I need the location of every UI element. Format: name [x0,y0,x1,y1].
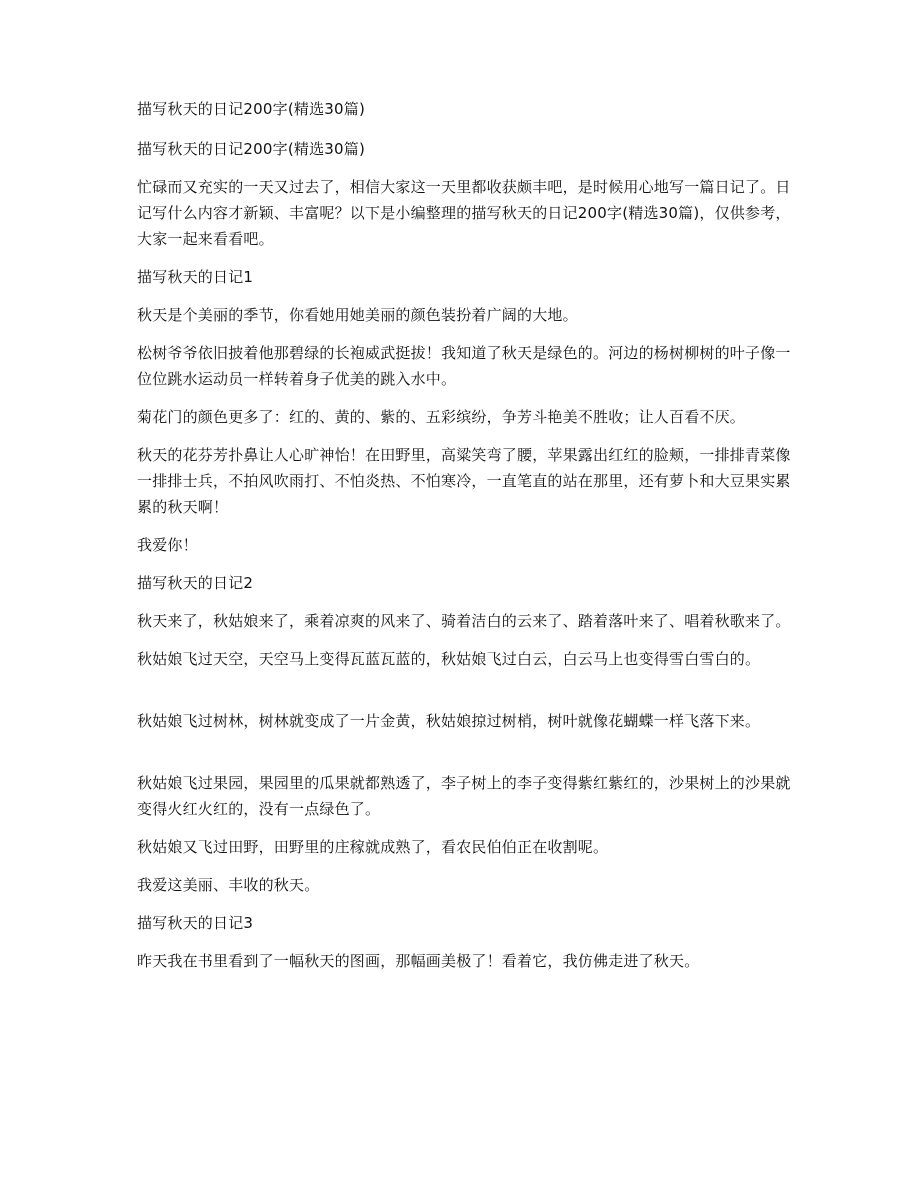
body-paragraph: 秋姑娘飞过果园，果园里的瓜果就都熟透了，李子树上的李子变得紫红紫红的，沙果树上的沙果就变得火红火红的，没有一点绿色了。 [137,774,791,818]
document-body [137,96,797,986]
section-heading-3: 描写秋天的日记3 [137,914,254,932]
intro-paragraph: 忙碌而又充实的一天又过去了，相信大家这一天里都收获颇丰吧，是时候用心地写一篇日记了。日记写什么内容才新颖、丰富呢？以下是小编整理的描写秋天的日记200字(精选30篇)，仅供参考，大家一起来看看吧。 [137,178,791,248]
body-paragraph: 我爱这美丽、丰收的秋天。 [137,876,320,894]
document-subtitle: 描写秋天的日记200字(精选30篇) [137,140,366,158]
body-paragraph: 菊花门的颜色更多了：红的、黄的、紫的、五彩缤纷，争芳斗艳美不胜收；让人百看不厌。 [137,408,746,426]
section-heading-1: 描写秋天的日记1 [137,268,254,286]
body-paragraph: 秋天来了，秋姑娘来了，乘着凉爽的风来了、骑着洁白的云来了、踏着落叶来了、唱着秋歌来了。 [137,612,791,630]
section-heading-2: 描写秋天的日记2 [137,574,254,592]
body-paragraph: 松树爷爷依旧披着他那碧绿的长袍威武挺拔！我知道了秋天是绿色的。河边的杨树柳树的叶子像一位位跳水运动员一样转着身子优美的跳入水中。 [137,344,791,388]
document-title: 描写秋天的日记200字(精选30篇) [137,100,366,118]
body-paragraph: 昨天我在书里看到了一幅秋天的图画，那幅画美极了！看着它，我仿佛走进了秋天。 [137,952,700,970]
body-paragraph: 秋天是个美丽的季节，你看她用她美丽的颜色装扮着广阔的大地。 [137,306,578,324]
body-paragraph: 秋姑娘又飞过田野，田野里的庄稼就成熟了，看农民伯伯正在收割呢。 [137,838,609,856]
body-paragraph: 秋姑娘飞过天空，天空马上变得瓦蓝瓦蓝的，秋姑娘飞过白云，白云马上也变得雪白雪白的。 [137,650,761,668]
body-paragraph: 我爱你！ [137,536,198,554]
body-paragraph: 秋天的花芬芳扑鼻让人心旷神怡！在田野里，高粱笑弯了腰，苹果露出红红的脸颊，一排排青菜像一排排士兵，不拍风吹雨打、不怕炎热、不怕寒冷，一直笔直的站在那里，还有萝卜和大豆果实累累的秋天啊！ [137,446,791,516]
body-paragraph: 秋姑娘飞过树林，树林就变成了一片金黄，秋姑娘掠过树梢，树叶就像花蝴蝶一样飞落下来。 [137,712,761,730]
